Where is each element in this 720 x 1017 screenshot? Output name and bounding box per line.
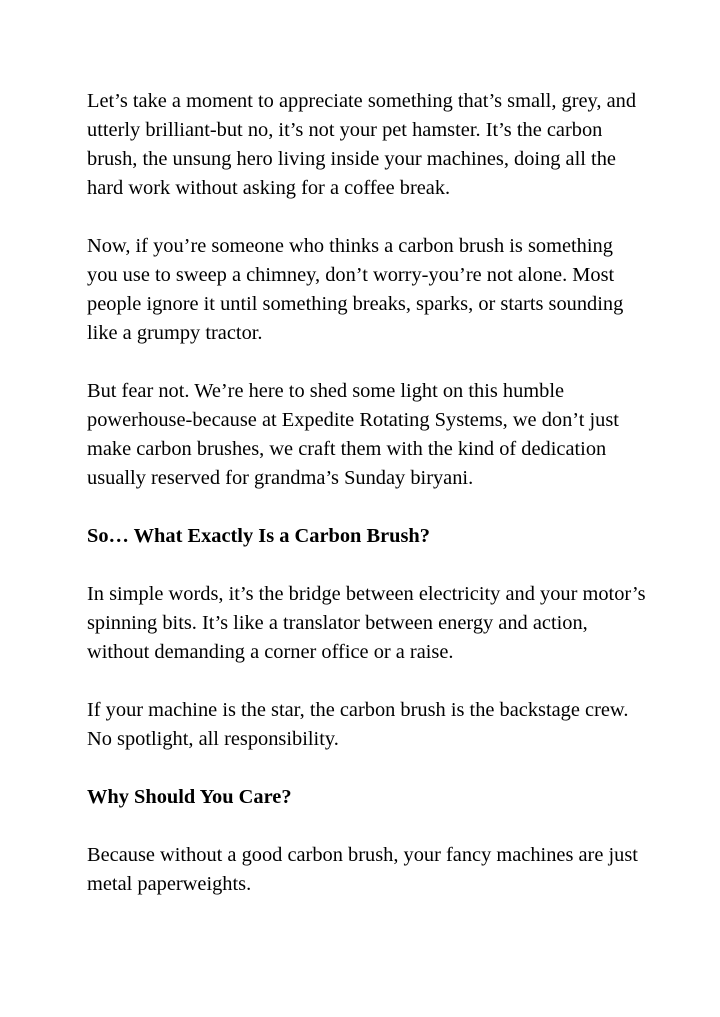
document-body	[87, 87, 647, 928]
importance-paragraph: Because without a good carbon brush, your fancy machines are just metal paperweights.	[87, 844, 638, 895]
section-heading-what-is: So… What Exactly Is a Carbon Brush?	[87, 525, 430, 547]
definition-paragraph: In simple words, it’s the bridge between electricity and your motor’s spinning bits. It’s like a translator between energy and action, without demanding a corner office or a raise.	[87, 583, 646, 663]
company-paragraph: But fear not. We’re here to shed some light on this humble powerhouse-because at Expedite Rotating Systems, we don’t just make carbon brushes, we craft them with the kind of dedication usually reserved for grandma’s Sunday biryani.	[87, 380, 619, 489]
backstage-paragraph: If your machine is the star, the carbon brush is the backstage crew. No spotlight, all responsibility.	[87, 699, 629, 750]
chimney-paragraph: Now, if you’re someone who thinks a carbon brush is something you use to sweep a chimney, don’t worry-you’re not alone. Most people ignore it until something breaks, sparks, or starts sounding like a grumpy tractor.	[87, 235, 624, 344]
intro-paragraph: Let’s take a moment to appreciate something that’s small, grey, and utterly brilliant-but no, it’s not your pet hamster. It’s the carbon brush, the unsung hero living inside your machines, doing all the hard work without asking for a coffee break.	[87, 90, 637, 199]
section-heading-why-care: Why Should You Care?	[87, 786, 292, 808]
